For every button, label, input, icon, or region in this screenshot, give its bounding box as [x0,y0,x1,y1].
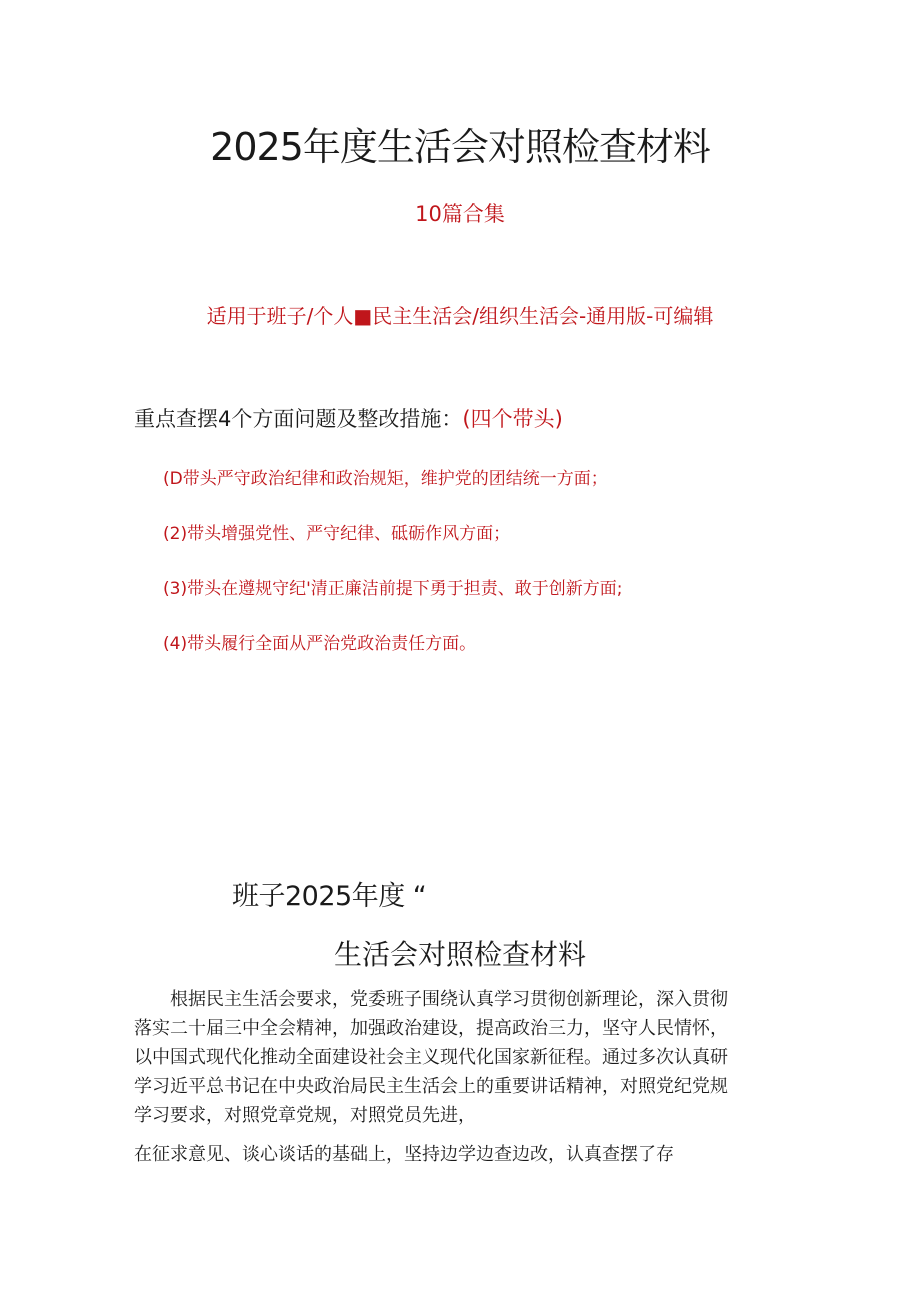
applicability-note: 适用于班子/个人■民主生活会/组织生活会-通用版-可编辑 [206,304,714,328]
body-paragraph-2: 在征求意见、谈心谈话的基础上，坚持边学边查边改，认真查摆了存 [134,1144,674,1165]
focus-heading [134,403,563,433]
document-title: 2025年度生活会对照检查材料 [210,125,710,169]
paragraph-line: 落实二十届三中全会精神，加强政治建设，提高政治三力，坚守人民情怀， [134,1018,728,1039]
focus-heading-lead: 重点查摆4个方面问题及整改措施： [134,407,463,431]
paragraph-line: 学习近平总书记在中央政治局民主生活会上的重要讲话精神，对照党纪党规 [134,1076,728,1097]
body-paragraph [134,985,794,1130]
focus-heading-red: (四个带头) [462,407,563,431]
document-subtitle: 10篇合集 [415,202,505,226]
section-title-line-2: 生活会对照检查材料 [333,938,586,971]
section-title-line-1: 班子2025年度 “ [232,881,427,912]
focus-item-1: (D带头严守政治纪律和政治规矩，维护党的团结统一方面； [163,469,608,489]
focus-item-3: (3)带头在遵规守纪'清正廉洁前提下勇于担责、敢于创新方面; [163,579,623,599]
paragraph-line: 以中国式现代化推动全面建设社会主义现代化国家新征程。通过多次认真研 [134,1047,728,1068]
paragraph-line: 学习要求，对照党章党规，对照党员先进， [134,1105,476,1126]
focus-item-2: (2)带头增强党性、严守纪律、砥砺作风方面； [163,524,511,544]
focus-item-4: (4)带头履行全面从严治党政治责任方面。 [163,634,477,654]
paragraph-line: 根据民主生活会要求，党委班子围绕认真学习贯彻创新理论，深入贯彻 [170,989,728,1010]
